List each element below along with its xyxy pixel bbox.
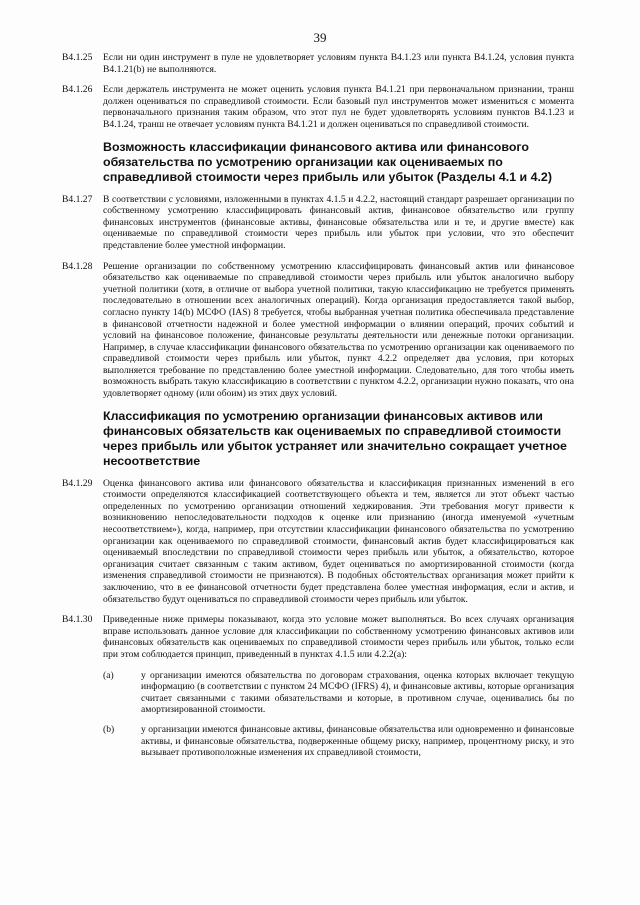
paragraph-number: B4.1.27 bbox=[62, 193, 93, 205]
paragraph-b4-1-29 bbox=[62, 478, 574, 606]
paragraph-number: B4.1.28 bbox=[62, 260, 93, 272]
list-item-b bbox=[103, 724, 574, 759]
list-item-label: (b) bbox=[103, 723, 115, 735]
document-body bbox=[62, 52, 574, 767]
paragraph-text: Если держатель инструмента не может оценить условия пункта B4.1.21 при первоначальном признании, транш должен оцениваться по справедливой стоимости. Если базовый пул инструментов может измениться с момента первоначального признания таким образом, что этот пул не будет удовлетворять условиям пунктов B4.1.23 и B4.1.24, транш не отвечает условиям пункта B4.1.21 и должен оцениваться по справедливой стоимости. bbox=[103, 84, 574, 130]
paragraph-b4-1-25 bbox=[62, 52, 574, 75]
list-item-a bbox=[103, 670, 574, 716]
paragraph-text: В соответствии с условиями, изложенными в пунктах 4.1.5 и 4.2.2, настоящий стандарт разрешает организации по собственному усмотрению классифицировать финансовый актив, финансовое обязательство или группу финансовых инструментов (финансовые активы, финансовые обязательства или и те, и другие вместе) как оцениваемые по справедливой стоимости через прибыль или убыток при условии, что это обеспечит представление более уместной информации. bbox=[103, 193, 574, 251]
paragraph-text: Оценка финансового актива или финансового обязательства и классификация признанных изменений в его стоимости определяются классификацией соответствующего объекта и тем, является ли этот объект частью определенных по усмотрению организации отношений хеджирования. Эти требования могут привести к возникновению непоследовательности подходов к оценке или признанию (иногда именуемой «учетным несоответствием»), когда, например, при отсутствии классификации финансового обязательства по усмотрению организации как оцениваемого по справедливой стоимости, финансовый актив будет классифицироваться как оцениваемый впоследствии по справедливой стоимости через прибыль или убыток, а обязательство, которое организация считает связанным с таким активом, будет оцениваться по амортизированной стоимости (когда изменения справедливой стоимости не признаются). В подобных обстоятельствах организация может прийти к заключению, что в ее финансовой отчетности будет представлена более уместная информация, если и актив, и обязательство будут оцениваться по справедливой стоимости через прибыль или убыток. bbox=[103, 477, 574, 605]
paragraph-number: B4.1.29 bbox=[62, 477, 93, 489]
paragraph-b4-1-30 bbox=[62, 614, 574, 660]
list-item-label: (a) bbox=[103, 669, 114, 681]
list-item-text: у организации имеются обязательства по договорам страхования, оценка которых включает текущую информацию (в соответствии с пунктом 24 МСФО (IFRS) 4), и финансовые активы, которые организация считает связанными с такими обязательствами и которые, в противном случае, оценивались бы по амортизированной стоимости. bbox=[141, 669, 574, 716]
paragraph-number: B4.1.30 bbox=[62, 614, 93, 626]
paragraph-text: Если ни один инструмент в пуле не удовлетворяет условиям пункта B4.1.23 или пункта B4.1.24, условия пункта B4.1.21(b) не выполняются. bbox=[103, 52, 574, 75]
paragraph-text: Решение организации по собственному усмотрению классифицировать финансовый актив или финансовое обязательство как оцениваемые по справедливой стоимости через прибыль или убыток аналогично выбору учетной политики (хотя, в отличие от выбора учетной политики, такую классификацию не требуется применять последовательно в отношении всех аналогичных операций). Когда организация предоставляется такой выбор, согласно пункту 14(b) МСФО (IAS) 8 требуется, чтобы выбранная учетная политика обеспечивала представление в финансовой отчетности надежной и более уместной информации о влиянии операций, прочих событий и условий на финансовое положение, финансовые результаты деятельности или денежные потоки организации. Например, в случае классификации финансового обязательства по усмотрению организации как оцениваемого по справедливой стоимости через прибыль или убыток, пункт 4.2.2 определяет два условия, при которых выполняется требование по представлению более уместной информации. Следовательно, для того чтобы иметь возможность выбрать такую классификацию в соответствии с пунктом 4.2.2, организации нужно показать, что она удовлетворяет одному (или обоим) из этих двух условий. bbox=[103, 260, 574, 400]
paragraph-b4-1-28 bbox=[62, 261, 574, 400]
section-heading-accounting-mismatch: Классификация по усмотрению организации финансовых активов или финансовых обязательств как оцениваемых по справедливой стоимости через прибыль или убыток устраняет или значительно сокращает учетное несоответствие bbox=[103, 408, 567, 468]
paragraph-number: B4.1.26 bbox=[62, 84, 93, 96]
page-number: 39 bbox=[313, 30, 327, 45]
paragraph-b4-1-27 bbox=[62, 194, 574, 252]
paragraph-text: Приведенные ниже примеры показывают, когда это условие может выполняться. Во всех случаях организация вправе использовать данное условие для классификации по собственному усмотрению финансовых активов или финансовых обязательств как оцениваемых по справедливой стоимости через прибыль или убыток, только если при этом соблюдается принцип, приведенный в пунктах 4.1.5 или 4.2.2(a): bbox=[103, 614, 574, 660]
paragraph-number: B4.1.25 bbox=[62, 52, 93, 63]
list-item-text: у организации имеются финансовые активы, финансовые обязательства или одновременно и финансовые активы, и финансовые обязательства, подверженные общему риску, например, процентному риску, и это вызывает противоположные изменения их справедливой стоимости, bbox=[141, 723, 574, 759]
paragraph-b4-1-26 bbox=[62, 84, 574, 130]
section-heading-designation: Возможность классификации финансового актива или финансового обязательства по усмотрению организации как оцениваемых по справедливой стоимости через прибыль или убыток (Разделы 4.1 и 4.2) bbox=[103, 139, 552, 184]
